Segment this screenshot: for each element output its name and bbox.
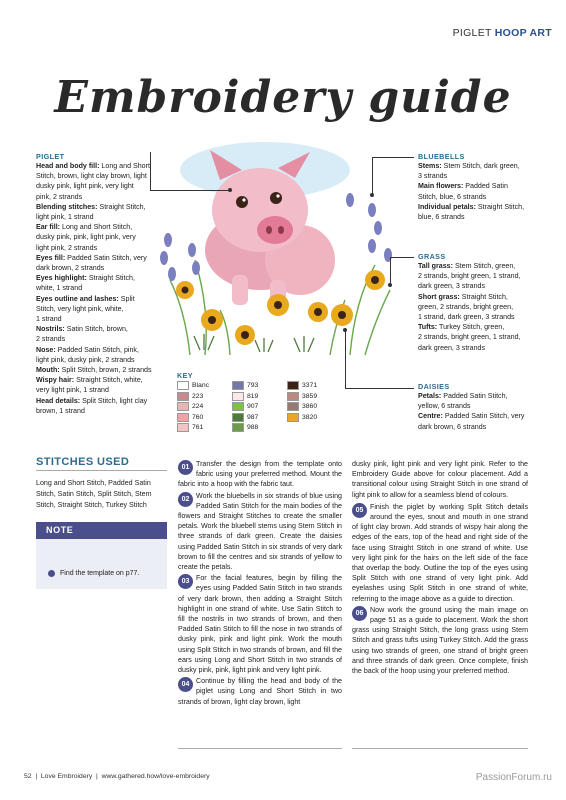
step-text: Continue by filling the head and body of the piglet using Long and Short Stitch in two strands of brown, light clay brown, light xyxy=(178,677,342,706)
header-bold: HOOP ART xyxy=(494,27,552,39)
bluebells-line-text: Stem Stitch, dark green, xyxy=(441,162,520,170)
stitches-divider xyxy=(36,470,167,471)
note-box xyxy=(36,539,167,589)
bluebells-line-text: Stitch, blue, 6 strands xyxy=(418,192,487,201)
color-swatch xyxy=(232,423,244,432)
piglet-line-text: Long and Short Stitch, xyxy=(60,223,133,232)
step-number-badge: 03 xyxy=(178,574,193,589)
instruction-step xyxy=(178,491,342,573)
piglet-line-text: Split Stitch, light clay xyxy=(80,396,148,405)
thread-code: 3860 xyxy=(302,403,318,410)
grass-line-text: 1 strand, dark green, 3 strands xyxy=(418,313,515,322)
thread-code: 3820 xyxy=(302,413,318,421)
piglet-line xyxy=(36,294,161,304)
key-item xyxy=(232,402,258,411)
piglet-line xyxy=(36,202,161,212)
color-swatch xyxy=(177,402,189,411)
thread-code: 988 xyxy=(247,424,259,431)
col3-steps xyxy=(352,502,528,676)
leader-line-grass-v xyxy=(390,257,391,285)
leader-dot-bluebells xyxy=(370,193,374,197)
thread-code: 819 xyxy=(247,392,259,400)
stitches-heading: STITCHES USED xyxy=(36,456,130,468)
daisies-line-text: Padded Satin Stitch, very xyxy=(442,412,525,421)
grass-line xyxy=(418,312,543,322)
grass-line-label: Tufts: xyxy=(418,323,438,332)
leader-line-bluebells xyxy=(372,157,414,158)
piglet-line-text: dark brown, 2 strands xyxy=(36,264,105,273)
step-text: For the facial features, begin by filling the eyes using Padded Satin Stitch in two strands of very dark brown, then adding a Straight Stitch highlight in one strand of white. Use Satin Stitch to fill the nostrils in two strands of brown, and then Padded Satin Stitch to fill the nose in two strands of dusky pink, pink and light pink. Work the mouth using Split Stitch in two strands of brown, and fill the ears using Long and Short Stitch in two strands of dusky pink, pink, light pink and very light pink. xyxy=(178,574,342,675)
instruction-step xyxy=(352,502,528,604)
note-bullet-icon xyxy=(48,570,55,577)
daisies-line-text: dark brown, 6 strands xyxy=(418,422,487,431)
piglet-line-text: Split xyxy=(118,294,135,303)
step-text: Transfer the design from the template onto fabric using your preferred method. Mount the fabric into a hoop with the fabric taut. xyxy=(178,460,342,489)
thread-code: 224 xyxy=(192,403,204,410)
piglet-line-label: Mouth: xyxy=(36,366,60,375)
piglet-line-text: pink, 2 strands xyxy=(36,192,83,201)
leader-line-bluebells-v xyxy=(372,157,373,195)
piglet-line-text: Straight Stitch, xyxy=(97,202,146,211)
grass-line-label: Tall grass: xyxy=(418,262,453,270)
bluebells-line-text: Padded Satin xyxy=(463,182,508,191)
step-text: Work the bluebells in six strands of blue using Padded Satin Stitch for the main bodies of the flowers and Straight Stitches to create the smaller petals. Work the bluebell stems using Stem Stitch in three strands of dark green. Create the daisies using Padded Satin Stitch in six strands of very dark brown to fill the centres and six strands of yellow to create the petals. xyxy=(178,491,342,572)
key-item xyxy=(177,423,203,432)
grass-line-text: 2 strands, bright green, 1 strand, xyxy=(418,272,521,281)
piglet-line xyxy=(36,243,161,253)
piglet-line xyxy=(36,314,161,324)
thread-code: 761 xyxy=(192,424,204,431)
bluebells-line xyxy=(418,212,543,222)
leader-line-piglet xyxy=(150,190,230,191)
piglet-line-label: Nostrils: xyxy=(36,325,65,334)
grass-line-text: dark green, 3 strands xyxy=(418,343,486,352)
color-swatch xyxy=(232,381,244,390)
daisies-line xyxy=(418,401,543,411)
leader-dot-daisies xyxy=(343,328,347,332)
piglet-line-label: Wispy hair: xyxy=(36,376,75,385)
piglet-line-text: 1 strand xyxy=(36,315,62,324)
piglet-line-text: light pink, 1 strand xyxy=(36,213,94,222)
piglet-line-label: Nose: xyxy=(36,345,56,354)
thread-code: 907 xyxy=(247,403,259,410)
color-swatch xyxy=(287,402,299,411)
header-prefix: PIGLET xyxy=(452,27,492,39)
piglet-line-text: Split Stitch, brown, 2 strands xyxy=(59,366,152,375)
bluebells-line xyxy=(418,171,543,181)
piglet-line-text: Padded Satin Stitch, pink, xyxy=(55,345,139,354)
color-swatch xyxy=(287,381,299,390)
key-heading: KEY xyxy=(177,371,193,380)
daisies-line-text: Padded Satin Stitch, xyxy=(441,392,508,400)
grass-line-text: Straight Stitch, xyxy=(459,292,508,301)
daisies-line xyxy=(418,422,543,432)
bluebells-line-text: 3 strands xyxy=(418,172,448,181)
leader-line-grass xyxy=(390,257,414,258)
step-number-badge: 02 xyxy=(178,492,193,507)
step-number-badge: 06 xyxy=(352,606,367,621)
piglet-line xyxy=(36,171,161,181)
color-swatch xyxy=(232,413,244,422)
note-text: Find the template on p77. xyxy=(60,570,140,577)
thread-code: 793 xyxy=(247,382,259,389)
piglet-guide xyxy=(36,152,161,416)
piglet-line xyxy=(36,334,161,344)
leader-dot-piglet xyxy=(228,188,232,192)
leader-line-daisies xyxy=(345,388,414,389)
piglet-lines xyxy=(36,161,161,416)
piglet-line xyxy=(36,406,161,416)
color-swatch xyxy=(287,413,299,422)
color-swatch xyxy=(232,392,244,401)
key-item xyxy=(287,413,317,422)
thread-code: 3371 xyxy=(302,382,318,389)
piglet-line-text: very light pink, 1 strand xyxy=(36,386,109,395)
grass-line xyxy=(418,281,543,291)
piglet-line xyxy=(36,181,161,191)
piglet-line-text: Long and Short xyxy=(99,162,150,170)
piglet-heading: PIGLET xyxy=(36,152,65,161)
step-text: Now work the ground using the main image on page 51 as a guide to placement. Work the short grass using Straight Stitch, the long grass using Stem Stitch and grass tufts using Turkey Stitch. Add the grass using two strands of green, one strand of bright green and three strands of dark green. Once complete, finish the back of the hoop using your preferred method. xyxy=(352,605,528,676)
piglet-line-label: Head details: xyxy=(36,396,81,405)
piglet-line xyxy=(36,396,161,406)
daisies-line-label: Centre: xyxy=(418,412,443,421)
grass-heading: GRASS xyxy=(418,252,446,261)
piglet-line xyxy=(36,253,161,263)
piglet-line xyxy=(36,355,161,365)
key-item xyxy=(232,423,258,432)
daisies-heading: DAISIES xyxy=(418,382,450,391)
instructions-column-2 xyxy=(352,459,528,677)
grass-line xyxy=(418,322,543,332)
piglet-line xyxy=(36,324,161,334)
daisies-lines xyxy=(418,391,543,432)
footer-url[interactable]: www.gathered.how/love-embroidery xyxy=(101,773,210,780)
bluebells-line xyxy=(418,192,543,202)
color-swatch xyxy=(177,381,189,390)
key-item xyxy=(177,392,203,401)
grass-line-text: Turkey Stitch, green, xyxy=(437,323,505,332)
piglet-line-text: Straight Stitch, white, xyxy=(74,376,143,385)
piglet-line-text: white, 1 strand xyxy=(36,284,83,293)
key-item xyxy=(177,402,203,411)
leader-dot-grass xyxy=(388,283,392,287)
instruction-step xyxy=(352,605,528,676)
bluebells-guide xyxy=(418,152,543,222)
piglet-line-label: Eyes highlight: xyxy=(36,274,87,283)
step-number-badge: 01 xyxy=(178,460,193,475)
daisies-line xyxy=(418,391,543,401)
key-item xyxy=(287,381,317,390)
key-item xyxy=(287,392,317,401)
bluebells-line-label: Main flowers: xyxy=(418,182,464,191)
piglet-line xyxy=(36,212,161,222)
piglet-line-label: Head and body fill: xyxy=(36,162,100,170)
piglet-line-text: Stitch, very light pink, white, xyxy=(36,304,124,313)
bluebells-line xyxy=(418,181,543,191)
magazine-name: Love Embroidery xyxy=(40,773,93,780)
grass-line xyxy=(418,261,543,271)
piglet-line-text: Stitch, brown, light clay brown, light xyxy=(36,172,147,181)
bluebells-line-label: Stems: xyxy=(418,162,442,170)
thread-code: Blanc xyxy=(192,382,210,389)
piglet-line xyxy=(36,273,161,283)
grass-line xyxy=(418,302,543,312)
key-item xyxy=(177,413,203,422)
piglet-line-text: Satin Stitch, brown, xyxy=(64,325,128,334)
piglet-line-text: brown, 1 strand xyxy=(36,406,85,415)
page-number: 52 xyxy=(24,773,32,780)
piglet-line-text: dusky pink, pink, light pink, very xyxy=(36,233,136,242)
instruction-step xyxy=(178,573,342,675)
piglet-line-label: Eyes outline and lashes: xyxy=(36,294,119,303)
grass-line-label: Short grass: xyxy=(418,292,460,301)
grass-lines xyxy=(418,261,543,353)
color-swatch xyxy=(177,413,189,422)
thread-code: 760 xyxy=(192,413,204,421)
bluebells-lines xyxy=(418,161,543,222)
grass-guide xyxy=(418,252,543,353)
piglet-line-text: light pink, dusky pink, 2 strands xyxy=(36,355,135,364)
color-swatch xyxy=(232,402,244,411)
piglet-line xyxy=(36,232,161,242)
piglet-line-label: Ear fill: xyxy=(36,223,61,232)
step-number-badge: 04 xyxy=(178,677,193,692)
bluebells-line xyxy=(418,161,543,171)
key-item xyxy=(232,381,258,390)
bluebells-heading: BLUEBELLS xyxy=(418,152,465,161)
key-item xyxy=(177,381,209,390)
thread-code: 987 xyxy=(247,413,259,421)
leader-line-daisies-v xyxy=(345,330,346,388)
daisies-line-text: yellow, 6 strands xyxy=(418,402,471,411)
piglet-line-text: dusky pink, light pink, very light xyxy=(36,182,134,191)
col3-bottom-divider xyxy=(352,748,528,749)
bluebells-line-text: Straight Stitch, xyxy=(475,202,525,211)
piglet-line-text: 2 strands xyxy=(36,335,66,344)
bluebells-line-label: Individual petals: xyxy=(418,202,476,211)
piglet-line-label: Eyes fill: xyxy=(36,253,66,262)
bluebells-line xyxy=(418,202,543,212)
note-heading: NOTE xyxy=(46,525,74,535)
grass-line xyxy=(418,343,543,353)
piglet-line xyxy=(36,304,161,314)
grass-line-text: 2 strands, bright green, 1 strand, xyxy=(418,333,521,342)
bluebells-line-text: blue, 6 strands xyxy=(418,213,465,222)
key-item xyxy=(287,402,317,411)
piglet-line-text: Straight Stitch, xyxy=(86,274,135,283)
thread-code: 3859 xyxy=(302,392,318,400)
piglet-line xyxy=(36,385,161,395)
piglet-line-label: Blending stitches: xyxy=(36,202,98,211)
grass-line xyxy=(418,292,543,302)
piglet-illustration xyxy=(150,140,410,370)
piglet-line-text: Padded Satin Stitch, very xyxy=(65,253,147,262)
piglet-line xyxy=(36,375,161,385)
step-number-badge: 05 xyxy=(352,503,367,518)
key-item xyxy=(232,413,258,422)
piglet-line xyxy=(36,283,161,293)
grass-line-text: green, 2 strands, bright green, xyxy=(418,302,514,311)
instructions-column-1 xyxy=(178,459,342,708)
grass-line xyxy=(418,332,543,342)
footer: 52 | Love Embroidery | www.gathered.how/love-embroidery xyxy=(24,773,210,780)
instruction-step xyxy=(178,459,342,490)
step-text: Finish the piglet by working Split Stitch details around the eyes, snout and mouth in one strand of light clay brown. Add strands of wispy hair along the edges of the ears, top of the head and right side of the face using Straight Stitch in one strand of white. Use very light pink for the hairs on the left side of the face that overlap the body. Outline the top of the eyes using Split Stitch with one strand of very light pink. Add eyelashes using Split Stitch in one strand of white, referring to the image above as a guide to direction. xyxy=(352,502,528,603)
daisies-guide xyxy=(418,382,543,432)
piglet-line xyxy=(36,192,161,202)
piglet-line xyxy=(36,161,161,171)
piglet-line xyxy=(36,345,161,355)
grass-line-text: dark green, 3 strands xyxy=(418,282,486,291)
key-item xyxy=(232,392,258,401)
instruction-step xyxy=(178,676,342,707)
piglet-line xyxy=(36,263,161,273)
piglet-line-text: light pink, 2 strands xyxy=(36,243,98,252)
col3-intro: dusky pink, light pink and very light pink. Refer to the Embroidery Guide above for colour placement. Add a transitional colour using Straight Stitch in one strand of light pink to allow for a seamless blend of colours. xyxy=(352,460,528,499)
daisies-line xyxy=(418,411,543,421)
thread-key xyxy=(177,381,347,437)
color-swatch xyxy=(177,392,189,401)
grass-line-text: Stem Stitch, green, xyxy=(452,262,516,270)
thread-code: 223 xyxy=(192,392,204,400)
color-swatch xyxy=(177,423,189,432)
daisies-line-label: Petals: xyxy=(418,392,442,400)
piglet-line xyxy=(36,365,161,375)
col2-bottom-divider xyxy=(178,748,342,749)
page-title: Embroidery guide xyxy=(54,72,512,123)
running-header xyxy=(453,27,552,39)
grass-line xyxy=(418,271,543,281)
piglet-line xyxy=(36,222,161,232)
stitches-body: Long and Short Stitch, Padded Satin Stitch, Satin Stitch, Split Stitch, Stem Stitch, Straight Stitch, Turkey Stitch xyxy=(36,479,152,509)
color-swatch xyxy=(287,392,299,401)
watermark: PassionForum.ru xyxy=(475,772,552,783)
